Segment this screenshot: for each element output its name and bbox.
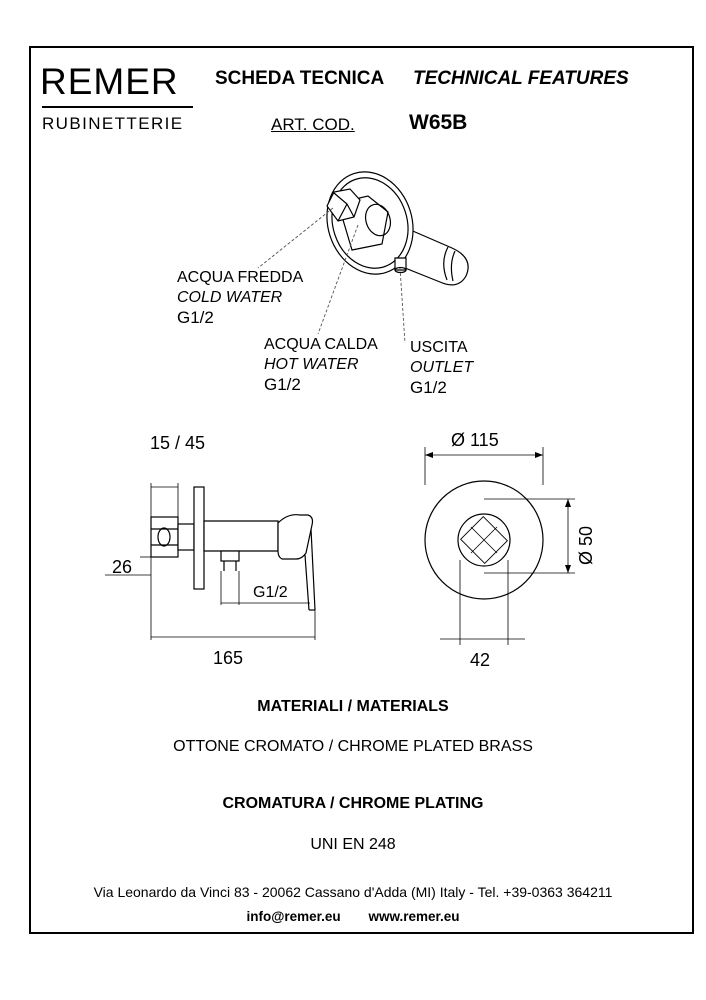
title-english: TECHNICAL FEATURES [413, 68, 629, 89]
cold-water-size: G1/2 [177, 308, 214, 327]
brand-subtitle: RUBINETTERIE [42, 114, 184, 133]
article-code-label: ART. COD. [271, 115, 355, 134]
hot-water-label-it: ACQUA CALDA [264, 336, 378, 353]
dim-depth: 15 / 45 [150, 433, 206, 453]
plating-value: UNI EN 248 [310, 836, 396, 853]
dim-length: 165 [213, 648, 244, 668]
dim-thread: G1/2 [253, 584, 288, 601]
dim-inner-diameter-text: Ø 50 [576, 525, 596, 565]
dim-width: 42 [470, 650, 491, 670]
side-view-drawing [100, 425, 340, 675]
dim-diameter: Ø 115 [451, 430, 499, 450]
article-code: W65B [409, 111, 468, 134]
cold-water-label-en: COLD WATER [177, 289, 283, 306]
hot-water-label-en: HOT WATER [264, 356, 359, 373]
plating-heading: CROMATURA / CHROME PLATING [222, 795, 484, 812]
outlet-size: G1/2 [410, 378, 447, 397]
outlet-label-it: USCITA [410, 339, 468, 356]
footer-email[interactable]: info@remer.eu [246, 909, 341, 924]
materials-heading: MATERIALI / MATERIALS [257, 698, 449, 715]
materials-value: OTTONE CROMATO / CHROME PLATED BRASS [173, 738, 533, 755]
footer-address: Via Leonardo da Vinci 83 - 20062 Cassano d'Adda (MI) Italy - Tel. +39-0363 364211 [93, 884, 613, 900]
cold-water-label-it: ACQUA FREDDA [177, 269, 304, 286]
footer-contacts [0, 909, 706, 924]
brand-logo: REMER [40, 61, 179, 102]
dim-height: 26 [112, 557, 133, 577]
footer-website[interactable]: www.remer.eu [368, 909, 460, 924]
hot-water-size: G1/2 [264, 375, 301, 394]
title-italian: SCHEDA TECNICA [215, 68, 385, 89]
outlet-label-en: OUTLET [410, 359, 474, 376]
